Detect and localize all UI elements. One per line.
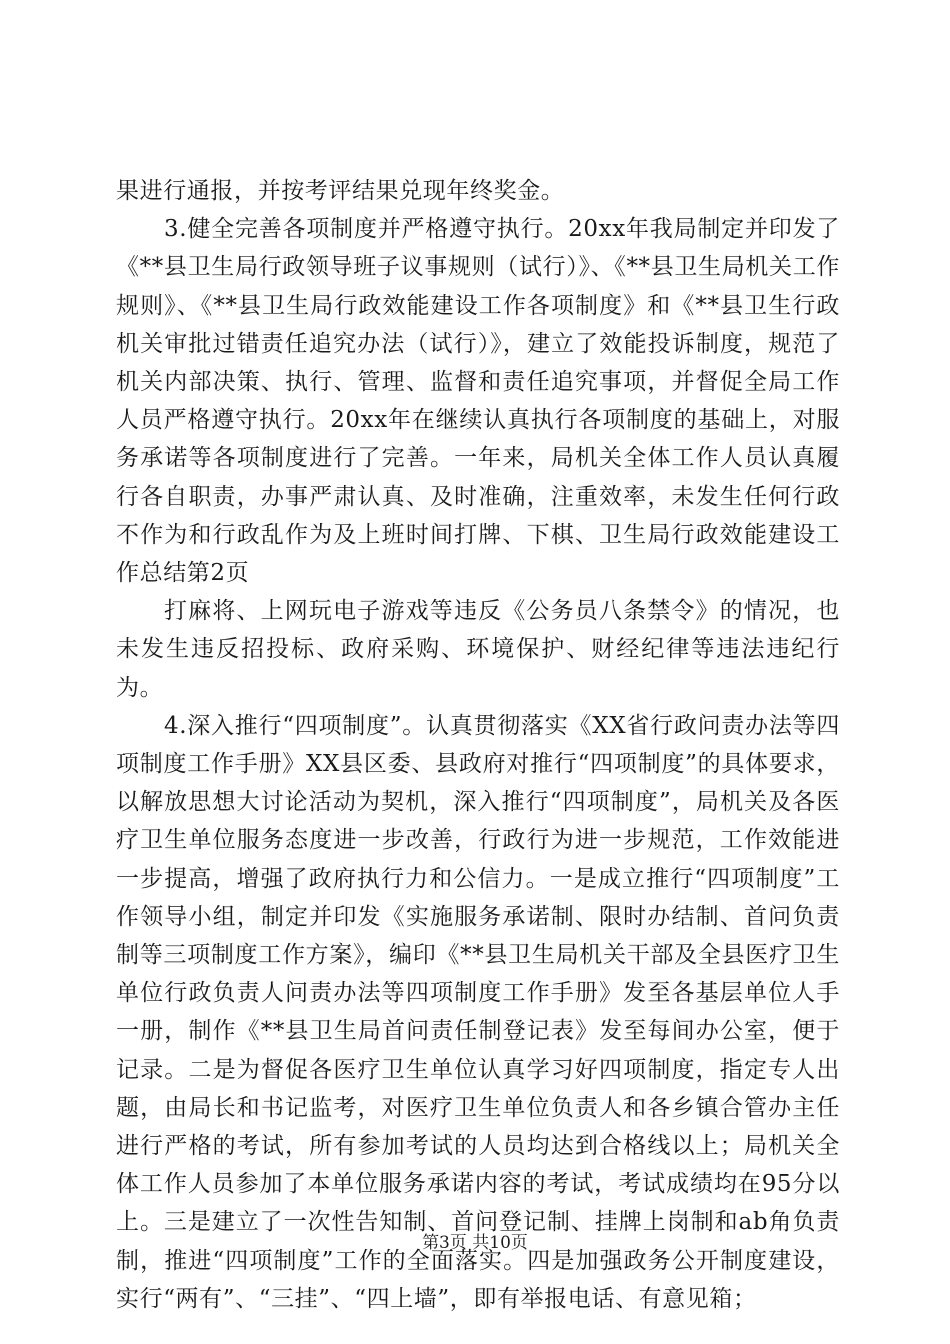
paragraph-section-4: 4.深入推行“四项制度”。认真贯彻落实《XX省行政问责办法等四项制度工作手册》XX县区委、县政府对推行“四项制度”的具体要求，以解放思想大讨论活动为契机，深入推行“四项制度”，局机关及各医疗卫生单位服务态度进一步改善，行政行为进一步规范，工作效能进一步提高，增强了政府执行力和公信力。一是成立推行“四项制度”工作领导小组，制定并印发《实施服务承诺制、限时办结制、首问负责制等三项制度工作方案》，编印《**县卫生局机关干部及全县医疗卫生单位行政负责人问责办法等四项制度工作手册》发至各基层单位人手一册，制作《**县卫生局首问责任制登记表》发至每间办公室，便于记录。二是为督促各医疗卫生单位认真学习好四项制度，指定专人出题，由局长和书记监考，对医疗卫生单位负责人和各乡镇合管办主任进行严格的考试，所有参加考试的人员均达到合格线以上；局机关全体工作人员参加了本单位服务承诺内容的考试，考试成绩均在95分以上。三是建立了一次性告知制、首问登记制、挂牌上岗制和ab角负责制，推进“四项制度”工作的全面落实。四是加强政务公开制度建设，实行“两有”、“三挂”、“四上墙”，即有举报电话、有意见箱； [116,712,840,1312]
paragraph-continuation: 果进行通报，并按考评结果兑现年终奖金。 [116,178,565,204]
document-body [116,172,840,1318]
paragraph-section-3: 3.健全完善各项制度并严格遵守执行。20xx年我局制定并印发了《**县卫生局行政领导班子议事规则（试行）》、《**县卫生局机关工作规则》、《**县卫生局行政效能建设工作各项制度》和《**县卫生行政机关审批过错责任追究办法（试行）》，建立了效能投诉制度，规范了机关内部决策、执行、管理、监督和责任追究事项，并督促全局工作人员严格遵守执行。20xx年在继续认真执行各项制度的基础上，对服务承诺等各项制度进行了完善。一年来，局机关全体工作人员认真履行各自职责，办事严肃认真、及时准确，注重效率，未发生任何行政不作为和行政乱作为及上班时间打牌、下棋、卫生局行政效能建设工作总结第2页 [116,216,840,587]
page-number-footer: 第3页 共10页 [422,1233,528,1253]
paragraph-section-3-continuation: 打麻将、上网玩电子游戏等违反《公务员八条禁令》的情况，也未发生违反招投标、政府采购、环境保护、财经纪律等违法违纪行为。 [116,598,840,701]
